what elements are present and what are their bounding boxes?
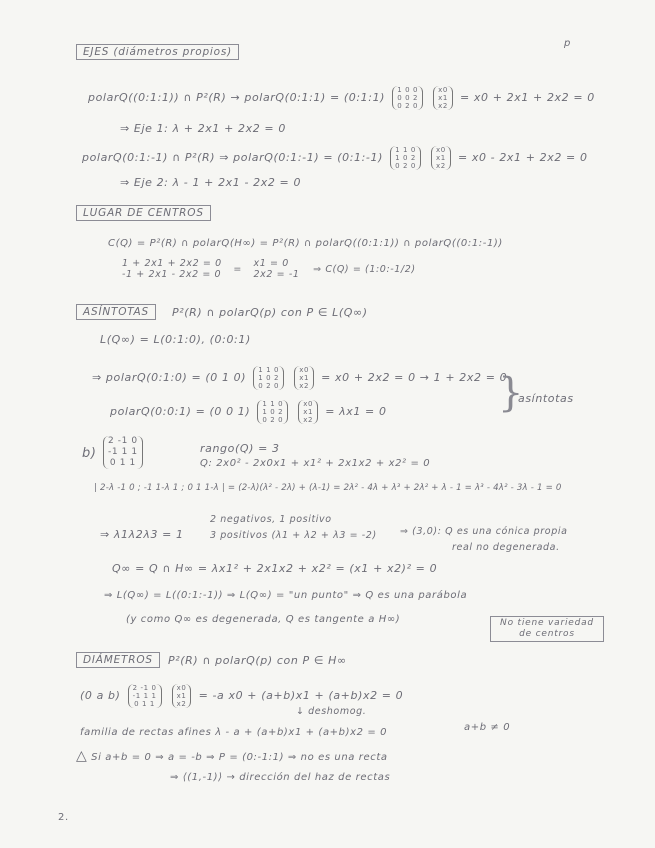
centros-line-1: C(Q) = P²(R) ∩ polarQ(H∞) = P²(R) ∩ polarQ((0:1:1)) ∩ polarQ((0:1:-1)) (108, 238, 503, 249)
ejes-eje2: ⇒ Eje 2: λ - 1 + 2x1 - 2x2 = 0 (120, 176, 302, 189)
warning-triangle-icon: △ (76, 748, 88, 764)
ejes-l1-left: polarQ((0:1:1)) ∩ P²(R) → polarQ(0:1:1) = (0:1:1) (88, 91, 386, 104)
diametros-l1-right: = -a x0 + (a+b)x1 + (a+b)x2 = 0 (198, 689, 404, 702)
partb-label: b) (82, 446, 97, 461)
partb-sig-b: 3 positivos (λ1 + λ2 + λ3 = -2) (210, 530, 377, 541)
partb-qinf: Q∞ = Q ∩ H∞ = λx1² + 2x1x2 + x2² = (x1 + x2)² = 0 (112, 562, 438, 575)
ejes-line-1 (88, 86, 595, 110)
section-title-diametros: DIÁMETROS (76, 652, 160, 668)
diametros-head: P²(R) ∩ polarQ(p) con P ∈ H∞ (168, 654, 347, 667)
asintotas-l3-vector: x0 x1 x2 (298, 400, 318, 424)
partb-sig-right: ⇒ (3,0): Q es una cónica propia (400, 526, 568, 537)
ejes-eje1: ⇒ Eje 1: λ + 2x1 + 2x2 = 0 (120, 122, 286, 135)
ejes-l2-left: polarQ(0:1:-1) ∩ P²(R) ⇒ polarQ(0:1:-1) = (0:1:-1) (82, 151, 383, 164)
diametros-familia: familia de rectas afines λ - a + (a+b)x1 + (a+b)x2 = 0 (80, 727, 388, 738)
asintotas-l3-matrix: 1 1 0 1 0 2 0 2 0 (257, 400, 288, 424)
asintotas-l2-right: = x0 + 2x2 = 0 → 1 + 2x2 = 0 (321, 371, 508, 384)
diametros-warn-text: Si a+b = 0 ⇒ a = -b ⇒ P = (0:-1:1) ⇒ no es una recta (91, 752, 388, 763)
ejes-l2-right: = x0 - 2x1 + 2x2 = 0 (457, 151, 588, 164)
ejes-l2-matrix: 1 1 0 1 0 2 0 2 0 (390, 146, 421, 170)
diametros-line-1 (80, 684, 403, 708)
asintotas-l3-left: polarQ(0:0:1) = (0 0 1) (110, 405, 251, 418)
partb-prod: ⇒ λ1λ2λ3 = 1 (100, 528, 184, 541)
centros-sys-a: 1 + 2x1 + 2x2 = 0 (122, 258, 222, 269)
partb-sig-a: 2 negativos, 1 positivo (210, 514, 332, 525)
partb-matrix: 2 -1 0 -1 1 1 0 1 1 (100, 436, 146, 469)
page-number: 2. (58, 812, 69, 823)
section-title-ejes: EJES (diámetros propios) (76, 44, 239, 60)
centros-result: ⇒ C(Q) = (1:0:-1/2) (313, 263, 416, 275)
partb-note-box: No tiene variedad de centros (490, 616, 604, 642)
diametros-deshomog: ↓ deshomog. (296, 706, 367, 717)
asintotas-l2-left: ⇒ polarQ(0:1:0) = (0 1 0) (92, 371, 247, 384)
section-title-centros: LUGAR DE CENTROS (76, 205, 211, 221)
asintotas-line-2 (92, 366, 507, 390)
section-title-asintotas: ASÍNTOTAS (76, 304, 156, 320)
partb-det: | 2-λ -1 0 ; -1 1-λ 1 ; 0 1 1-λ | = (2-λ)(λ² - 2λ) + (λ-1) = 2λ² - 4λ + λ³ + 2λ² + λ - 1 = λ³ - 4λ² - 3λ - 1 = 0 (94, 483, 562, 493)
diametros-warn (76, 748, 388, 764)
centros-sys-b: -1 + 2x1 - 2x2 = 0 (122, 269, 222, 280)
asintotas-l2-matrix: 1 1 0 1 0 2 0 2 0 (253, 366, 284, 390)
centros-system: 1 + 2x1 + 2x2 = 0 -1 + 2x1 - 2x2 = 0 = x1 = 0 2x2 = -1 ⇒ C(Q) = (1:0:-1/2) (122, 258, 416, 280)
asintotas-l3-right: = λx1 = 0 (325, 405, 387, 418)
diametros-cond: a+b ≠ 0 (464, 722, 511, 733)
asintotas-line-1: L(Q∞) = L(0:1:0), (0:0:1) (100, 333, 251, 346)
ejes-l1-right: = x0 + 2x1 + 2x2 = 0 (460, 91, 595, 104)
centros-sys-c: x1 = 0 (253, 258, 289, 269)
partb-q: Q: 2x0² - 2x0x1 + x1² + 2x1x2 + x2² = 0 (200, 458, 431, 469)
ejes-line-2 (82, 146, 588, 170)
asintotas-head: P²(R) ∩ polarQ(p) con P ∈ L(Q∞) (172, 306, 368, 319)
corner-tag: p (564, 38, 572, 49)
asintotas-brace: } (498, 370, 524, 416)
diametros-l1-vector: x0 x1 x2 (172, 684, 192, 708)
ejes-l1-matrix: 1 0 0 0 0 2 0 2 0 (392, 86, 423, 110)
asintotas-brace-label: asíntotas (518, 392, 574, 405)
diametros-l1-matrix: 2 -1 0 -1 1 1 0 1 1 (128, 684, 162, 708)
ejes-l2-vector: x0 x1 x2 (431, 146, 451, 170)
partb-linf: ⇒ L(Q∞) = L((0:1:-1)) ⇒ L(Q∞) = "un punto" ⇒ Q es una parábola (104, 590, 468, 601)
asintotas-line-3 (110, 400, 387, 424)
partb-rango: rango(Q) = 3 (200, 442, 280, 455)
diametros-l1-left: (0 a b) (80, 689, 121, 702)
partb-sig-right2: real no degenerada. (452, 542, 560, 553)
partb-note: (y como Q∞ es degenerada, Q es tangente a H∞) (126, 614, 401, 625)
asintotas-l2-vector: x0 x1 x2 (294, 366, 314, 390)
ejes-l1-vector: x0 x1 x2 (433, 86, 453, 110)
diametros-dir: ⇒ ⟨(1,-1)⟩ → dirección del haz de rectas (170, 772, 391, 783)
centros-sys-d: 2x2 = -1 (253, 269, 300, 280)
